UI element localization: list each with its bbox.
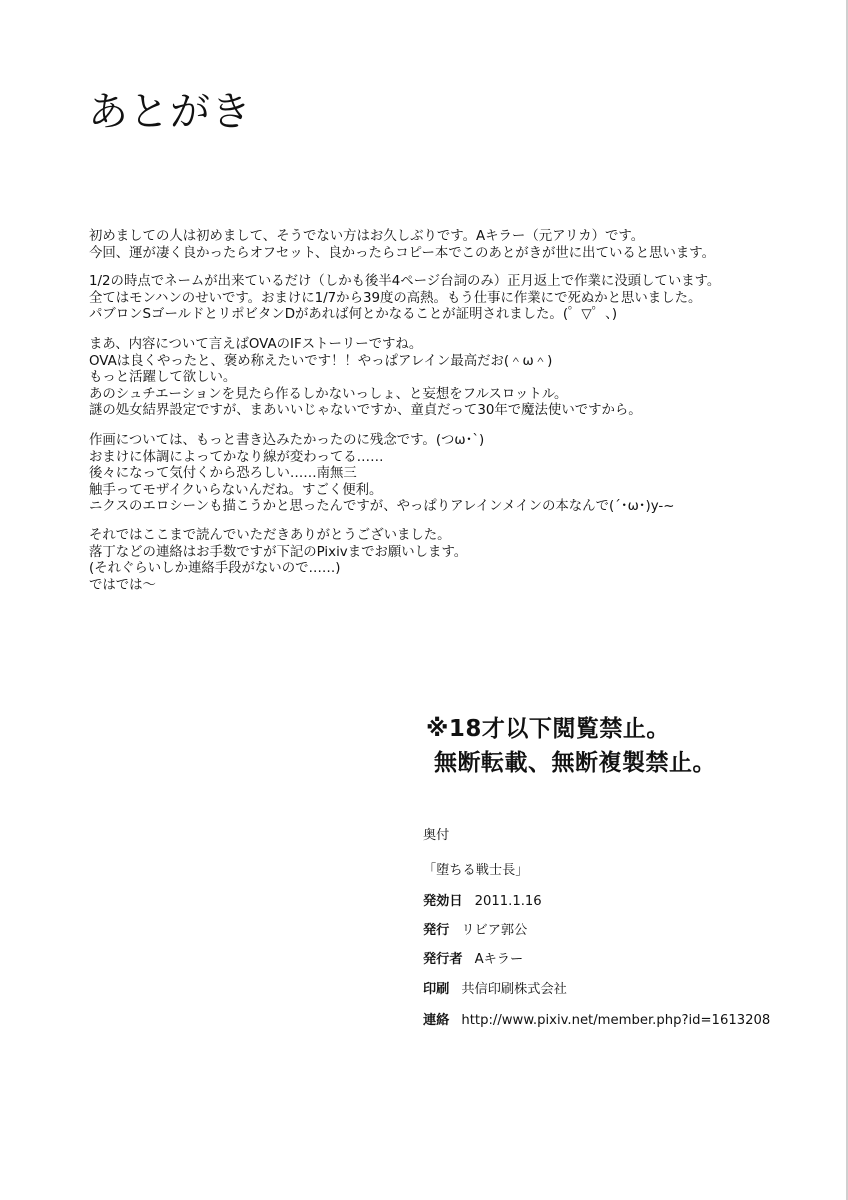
page-title: あとがき	[88, 89, 252, 135]
paragraph-content	[89, 337, 642, 420]
paragraph-progress	[89, 274, 720, 324]
text-line: ではでは～	[89, 577, 156, 593]
author-value: Aキラー	[474, 952, 524, 967]
text-line: 1/2の時点でネームが出来ているだけ（しかも後半4ページ台詞のみ）正月返上で作業に没頭しています。	[89, 274, 721, 289]
text-line: 今回、運が凄く良かったらオフセット、良かったらコピー本でこのあとがきが世に出ていると思います。	[89, 245, 716, 261]
text-line: 触手ってモザイクいらないんだね。すごく便利。	[89, 482, 383, 498]
author-label: 発行者	[423, 952, 463, 967]
colophon-author-row	[423, 948, 523, 967]
text-line: OVAは良くやったと、褒め称えたいです！！やっぱアレイン最高だお(＾ω＾)	[89, 353, 553, 369]
text-line: 後々になって気付くから恐ろしい……南無三	[89, 466, 357, 482]
colophon-contact-row	[423, 1009, 770, 1028]
book-title: 「堕ちる戦士長」	[423, 863, 529, 878]
text-line: 謎の処女結界設定ですが、まあいいじゃないですか、童貞だって30年で魔法使いですから。	[89, 403, 642, 419]
contact-url: http://www.pixiv.net/member.php?id=1613208	[461, 1013, 771, 1028]
age-restriction-notice	[426, 712, 716, 780]
colophon-date-row	[423, 890, 542, 909]
text-line: まあ、内容について言えばOVAのIFストーリーですね。	[89, 337, 423, 352]
colophon-publisher-row	[423, 919, 527, 938]
paragraph-greeting	[89, 229, 715, 262]
paragraph-artwork	[89, 433, 674, 516]
text-line: パブロンSゴールドとリポビタンDがあれば何とかなることが証明されました。(゜▽゜、)	[89, 307, 618, 323]
text-line: あのシュチエーションを見たら作るしかないっしょ、と妄想をフルスロットル。	[89, 386, 568, 402]
date-label: 発効日	[423, 894, 463, 909]
age-warning-line: ※18才以下閲覧禁止。	[426, 716, 670, 742]
colophon-heading: 奥付	[423, 828, 450, 843]
text-line: 落丁などの連絡はお手数ですが下記のPixivまでお願いします。	[89, 544, 468, 560]
printer-value: 共信印刷株式会社	[461, 982, 567, 997]
contact-label: 連絡	[423, 1013, 450, 1028]
publisher-label: 発行	[423, 923, 450, 938]
text-line: おまけに体調によってかなり線が変わってる……	[89, 449, 384, 465]
date-value: 2011.1.16	[474, 894, 542, 909]
reprint-warning-line: 無断転載、無断複製禁止。	[434, 750, 716, 776]
text-line: もっと活躍して欲しい。	[89, 370, 237, 386]
text-line: ニクスのエロシーンも描こうかと思ったんですが、やっぱりアレインメインの本なんで(´･ω･)y-~	[89, 499, 675, 515]
colophon-printer-row	[423, 978, 567, 997]
text-line: 作画については、もっと書き込みたかったのに残念です。(つω･`)	[89, 433, 485, 448]
paragraph-closing	[89, 528, 467, 594]
text-line: 全てはモンハンのせいです。おまけに1/7から39度の高熱。もう仕事に作業にで死ぬかと思いました。	[89, 290, 702, 306]
publisher-value: リビア郭公	[461, 923, 528, 938]
text-line: それではここまで読んでいただきありがとうございました。	[89, 528, 451, 543]
text-line: (それぐらいしか連絡手段がないので……)	[89, 561, 341, 577]
printer-label: 印刷	[423, 982, 450, 997]
text-line: 初めましての人は初めまして、そうでない方はお久しぶりです。Aキラー（元アリカ）です。	[89, 229, 645, 244]
